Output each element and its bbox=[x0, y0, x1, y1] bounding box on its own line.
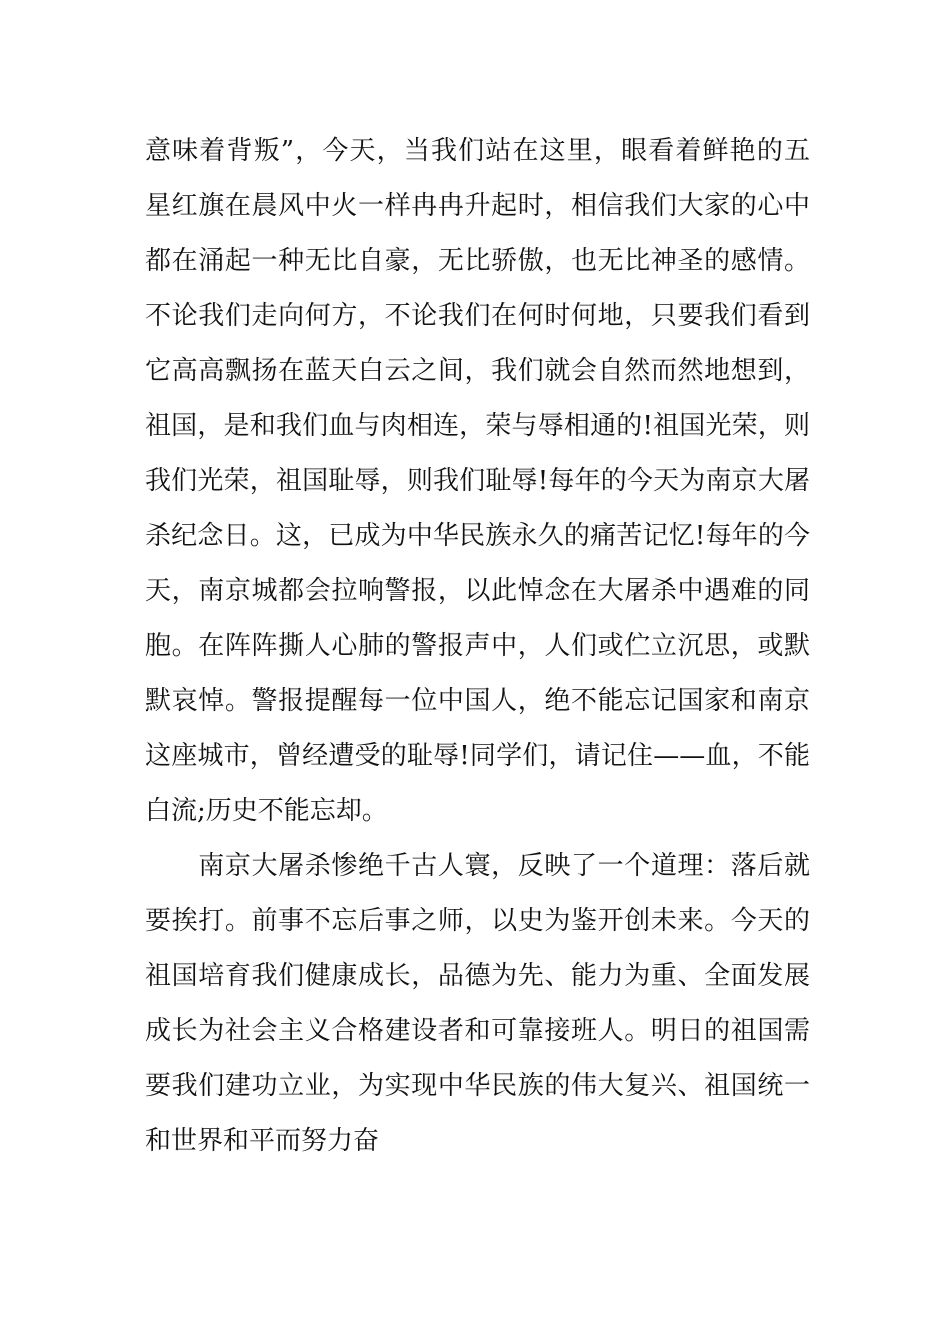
text-line: 要我们建功立业，为实现中华民族的伟大复兴、祖国统一 bbox=[145, 1071, 810, 1101]
text-line: 胞。在阵阵撕人心肺的警报声中，人们或伫立沉思，或默 bbox=[145, 631, 810, 661]
text-line: 成长为社会主义合格建设者和可靠接班人。明日的祖国需 bbox=[145, 1016, 810, 1046]
paragraph bbox=[145, 124, 810, 839]
text-line: 天，南京城都会拉响警报，以此悼念在大屠杀中遇难的同 bbox=[145, 576, 810, 606]
text-line: 白流;历史不能忘却。 bbox=[145, 796, 388, 826]
text-line: 祖国，是和我们血与肉相连，荣与辱相通的!祖国光荣，则 bbox=[145, 411, 810, 441]
text-line: 这座城市，曾经遭受的耻辱!同学们，请记住——血，不能 bbox=[145, 741, 810, 771]
text-line: 和世界和平而努力奋 bbox=[145, 1126, 380, 1156]
text-line: 默哀悼。警报提醒每一位中国人，绝不能忘记国家和南京 bbox=[145, 686, 810, 716]
text-line: 它高高飘扬在蓝天白云之间，我们就会自然而然地想到， bbox=[145, 356, 810, 386]
text-line: 我们光荣，祖国耻辱，则我们耻辱!每年的今天为南京大屠 bbox=[145, 466, 810, 496]
document-body bbox=[145, 124, 810, 1169]
text-line: 杀纪念日。这，已成为中华民族永久的痛苦记忆!每年的今 bbox=[145, 521, 810, 551]
text-line: 不论我们走向何方，不论我们在何时何地，只要我们看到 bbox=[145, 301, 810, 331]
text-line: 祖国培育我们健康成长，品德为先、能力为重、全面发展 bbox=[145, 961, 810, 991]
text-line: 意味着背叛”，今天，当我们站在这里，眼看着鲜艳的五 bbox=[145, 136, 810, 166]
text-line: 南京大屠杀惨绝千古人寰，反映了一个道理：落后就 bbox=[145, 851, 810, 881]
paragraph bbox=[145, 839, 810, 1169]
text-line: 都在涌起一种无比自豪，无比骄傲，也无比神圣的感情。 bbox=[145, 246, 810, 276]
text-line: 星红旗在晨风中火一样冉冉升起时，相信我们大家的心中 bbox=[145, 191, 810, 221]
text-line: 要挨打。前事不忘后事之师，以史为鉴开创未来。今天的 bbox=[145, 906, 810, 936]
